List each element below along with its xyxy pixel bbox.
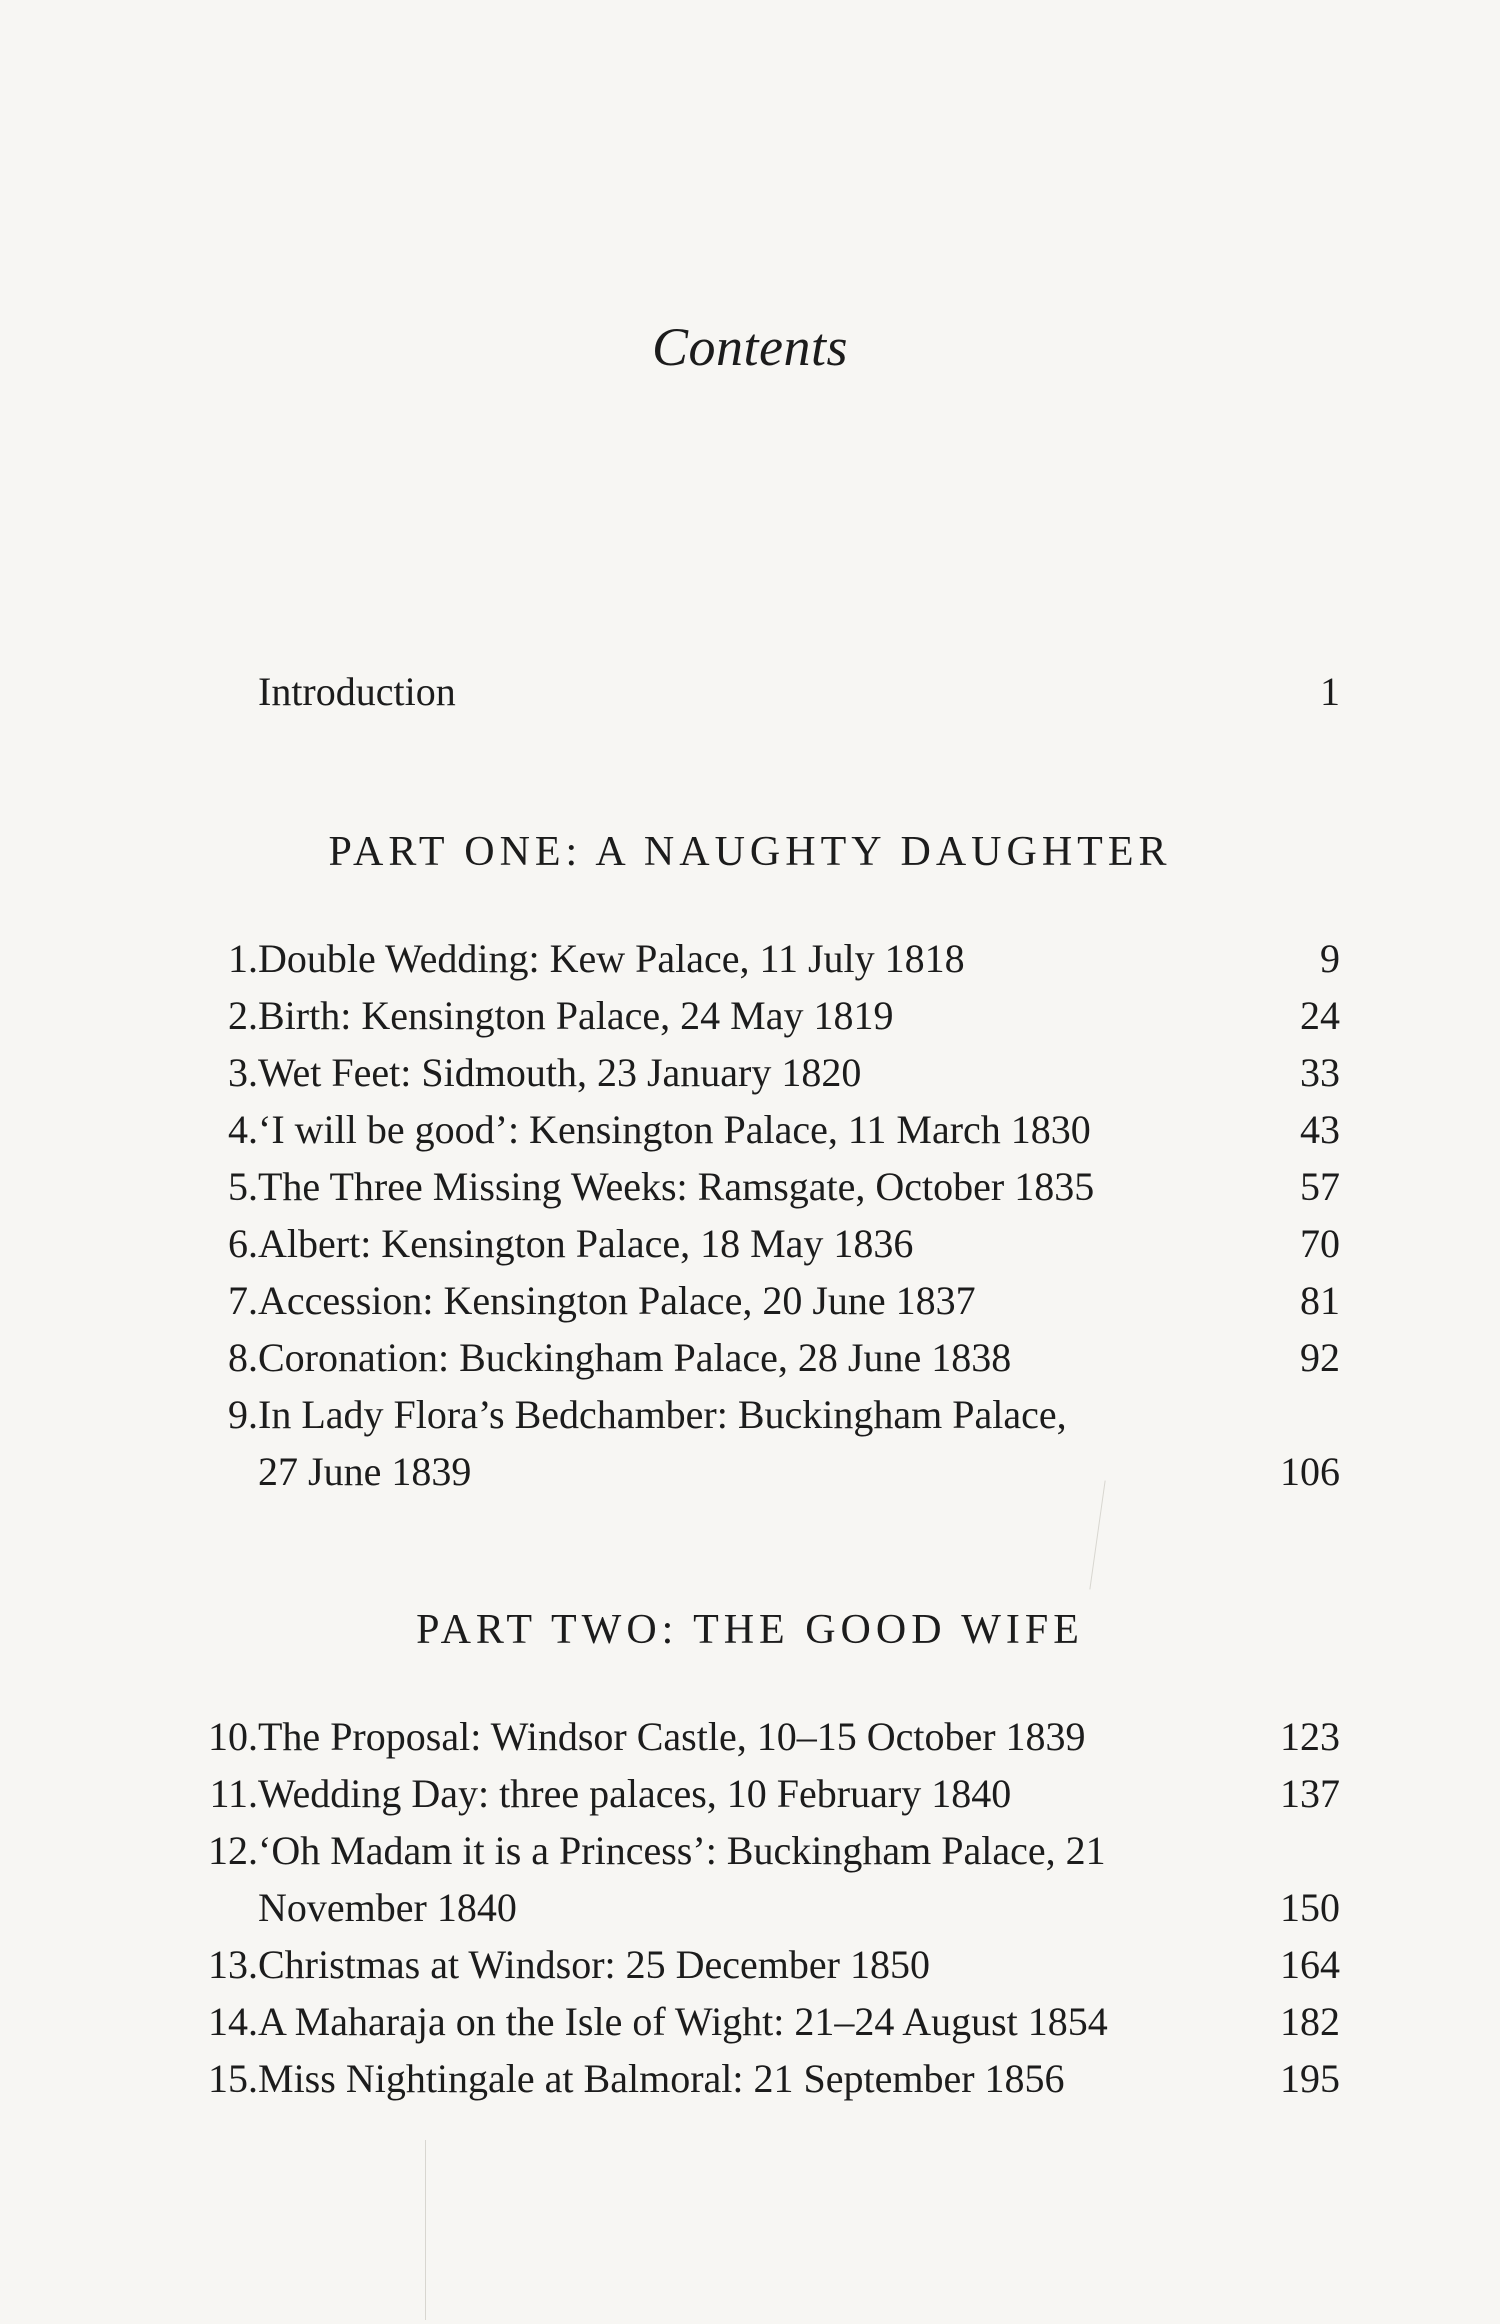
chapter-number: 15.: [208, 2056, 258, 2101]
scan-artifact: [425, 2140, 426, 2320]
chapter-title: Miss Nightingale at Balmoral: 21 September 1856: [258, 2056, 1065, 2101]
chapter-number: 11.: [209, 1771, 258, 1816]
chapter-number: 8.: [228, 1335, 258, 1380]
toc-entry[interactable]: [0, 1708, 1500, 1766]
chapter-page-number: 106: [1280, 1449, 1340, 1494]
chapter-number: 3.: [228, 1050, 258, 1095]
toc-entry[interactable]: [0, 1936, 1500, 1994]
part-one-heading: PART ONE: A NAUGHTY DAUGHTER: [328, 829, 1172, 875]
chapter-page-number: 92: [1300, 1335, 1340, 1380]
chapter-number: 12.: [208, 1828, 258, 1873]
chapter-title: The Three Missing Weeks: Ramsgate, October 1835: [258, 1164, 1095, 1209]
chapter-title: Double Wedding: Kew Palace, 11 July 1818: [258, 936, 965, 981]
toc-entry[interactable]: [0, 1272, 1500, 1330]
chapter-page-number: 195: [1280, 2056, 1340, 2101]
chapter-title: A Maharaja on the Isle of Wight: 21–24 August 1854: [258, 1999, 1108, 2044]
chapter-number: 9.: [228, 1392, 258, 1437]
chapter-title: ‘Oh Madam it is a Princess’: Buckingham Palace, 21: [258, 1828, 1106, 1873]
chapter-title: Wedding Day: three palaces, 10 February 1840: [258, 1771, 1012, 1816]
chapter-number: 10.: [208, 1714, 258, 1759]
toc-entry[interactable]: [0, 1993, 1500, 2051]
chapter-page-number: 43: [1300, 1107, 1340, 1152]
chapter-number: 2.: [228, 993, 258, 1038]
toc-entry-introduction[interactable]: [0, 663, 1500, 721]
chapter-number: 5.: [228, 1164, 258, 1209]
chapter-page-number: 24: [1300, 993, 1340, 1038]
chapter-page-number: 150: [1280, 1885, 1340, 1930]
toc-entry[interactable]: [0, 1158, 1500, 1216]
chapter-page-number: 33: [1300, 1050, 1340, 1095]
chapter-page-number: 137: [1280, 1771, 1340, 1816]
chapter-title: ‘I will be good’: Kensington Palace, 11 March 1830: [258, 1107, 1091, 1152]
chapter-page-number: 123: [1280, 1714, 1340, 1759]
toc-entry[interactable]: [0, 1386, 1500, 1444]
chapter-title: Birth: Kensington Palace, 24 May 1819: [258, 993, 894, 1038]
chapter-title: Albert: Kensington Palace, 18 May 1836: [258, 1221, 914, 1266]
page-title: Contents: [651, 317, 848, 377]
chapter-number: 7.: [228, 1278, 258, 1323]
chapter-page-number: 182: [1280, 1999, 1340, 2044]
toc-entry[interactable]: [0, 1044, 1500, 1102]
chapter-title: Christmas at Windsor: 25 December 1850: [258, 1942, 930, 1987]
chapter-title: Wet Feet: Sidmouth, 23 January 1820: [258, 1050, 862, 1095]
toc-entry[interactable]: [0, 930, 1500, 988]
chapter-number: 14.: [208, 1999, 258, 2044]
chapter-title: In Lady Flora’s Bedchamber: Buckingham Palace,: [258, 1392, 1067, 1437]
chapter-page-number: 70: [1300, 1221, 1340, 1266]
chapter-number: 6.: [228, 1221, 258, 1266]
chapter-title: Coronation: Buckingham Palace, 28 June 1838: [258, 1335, 1012, 1380]
chapter-page-number: 81: [1300, 1278, 1340, 1323]
part-two-heading: PART TWO: THE GOOD WIFE: [416, 1607, 1084, 1653]
toc-entry[interactable]: [0, 1215, 1500, 1273]
chapter-number: 1.: [228, 936, 258, 981]
chapter-number: 4.: [228, 1107, 258, 1152]
toc-entry-continuation[interactable]: [0, 1443, 1500, 1501]
toc-entry[interactable]: [0, 1329, 1500, 1387]
toc-entry[interactable]: [0, 1765, 1500, 1823]
toc-entry-continuation[interactable]: [0, 1879, 1500, 1937]
toc-entry[interactable]: [0, 1822, 1500, 1880]
chapter-title-continued: 27 June 1839: [258, 1449, 472, 1494]
chapter-number: 13.: [208, 1942, 258, 1987]
toc-entry[interactable]: [0, 987, 1500, 1045]
chapter-page-number: 164: [1280, 1942, 1340, 1987]
entry-title: Introduction: [258, 669, 456, 714]
toc-entry[interactable]: [0, 2050, 1500, 2108]
chapter-page-number: 57: [1300, 1164, 1340, 1209]
chapter-title-continued: November 1840: [258, 1885, 517, 1930]
chapter-title: The Proposal: Windsor Castle, 10–15 October 1839: [258, 1714, 1086, 1759]
entry-page-number: 1: [1320, 669, 1340, 714]
toc-entry[interactable]: [0, 1101, 1500, 1159]
chapter-title: Accession: Kensington Palace, 20 June 1837: [258, 1278, 976, 1323]
chapter-page-number: 9: [1320, 936, 1340, 981]
